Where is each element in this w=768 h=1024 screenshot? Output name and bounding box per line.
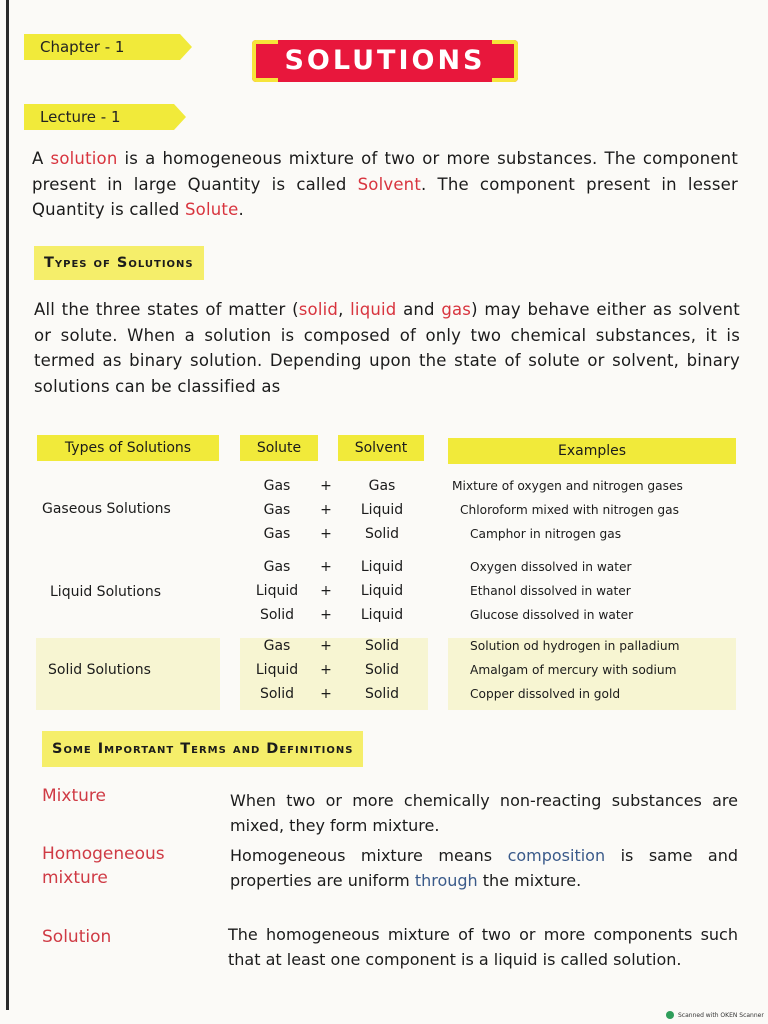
- cell-example: Copper dissolved in gold: [470, 687, 621, 701]
- title-text: SOLUTIONS: [278, 40, 491, 82]
- types-heading: Types of Solutions: [34, 246, 204, 280]
- term-solution: solution: [50, 149, 118, 168]
- intro-paragraph: A solution is a homogeneous mixture of two or more substances. The component present in large Quantity is called Solvent. The component present in lesser Quantity is called Solute.: [32, 149, 738, 219]
- chapter-label: Chapter - 1: [40, 38, 125, 56]
- cell-solvent: Solid: [364, 638, 400, 654]
- header-types: Types of Solutions: [37, 435, 219, 461]
- cell-plus: +: [320, 478, 332, 494]
- cell-solute: Gas: [263, 559, 291, 575]
- cell-solute: Gas: [263, 502, 291, 518]
- page-left-border: [6, 0, 9, 1010]
- term-solution-def: Solution: [42, 927, 112, 947]
- lecture-label: Lecture - 1: [40, 108, 121, 126]
- definition-solution: The homogeneous mixture of two or more components such that at least one component is a liquid is called solution.: [228, 925, 738, 969]
- cell-example: Mixture of oxygen and nitrogen gases: [452, 479, 683, 493]
- cell-plus: +: [320, 502, 332, 518]
- cell-plus: +: [320, 607, 332, 623]
- term-homogeneous-mixture: Homogeneous mixture: [42, 844, 165, 888]
- cell-plus: +: [320, 638, 332, 654]
- scanner-watermark: Scanned with OKEN Scanner: [678, 1012, 764, 1019]
- cell-solvent: Liquid: [360, 607, 404, 623]
- cell-example: Chloroform mixed with nitrogen gas: [460, 503, 679, 517]
- cell-solvent: Gas: [368, 478, 396, 494]
- word-liquid: liquid: [350, 300, 397, 319]
- cell-solute: Liquid: [255, 662, 299, 678]
- scanner-logo-icon: [666, 1011, 674, 1019]
- cell-solute: Gas: [263, 478, 291, 494]
- cell-plus: +: [320, 686, 332, 702]
- cell-plus: +: [320, 526, 332, 542]
- cell-example: Ethanol dissolved in water: [470, 584, 631, 598]
- cell-solute: Gas: [263, 526, 291, 542]
- word-gas: gas: [441, 300, 472, 319]
- header-solute: Solute: [240, 435, 318, 461]
- cell-example: Camphor in nitrogen gas: [470, 527, 622, 541]
- cell-example: Oxygen dissolved in water: [470, 560, 632, 574]
- cell-solute: Solid: [259, 686, 295, 702]
- group-name: Solid Solutions: [48, 662, 151, 678]
- cell-solute: Gas: [263, 638, 291, 654]
- term-solvent: Solvent: [357, 174, 422, 194]
- chapter-tab: [24, 34, 180, 60]
- cell-example: Amalgam of mercury with sodium: [470, 663, 677, 677]
- cell-solvent: Liquid: [360, 502, 404, 518]
- page-title: [252, 40, 518, 82]
- word-solid: solid: [298, 300, 339, 319]
- types-paragraph: All the three states of matter (solid, liquid and gas) may behave either as solvent or solute. When a solution is composed of only two chemical substances, it is termed as binary solution. Depending upon the state of solute or solvent, binary solutions can be classified as: [34, 300, 740, 396]
- cell-plus: +: [320, 559, 332, 575]
- group-name: Liquid Solutions: [50, 584, 162, 600]
- cell-example: Glucose dissolved in water: [470, 608, 634, 622]
- cell-plus: +: [320, 662, 332, 678]
- cell-solvent: Solid: [364, 526, 400, 542]
- cell-solvent: Solid: [364, 686, 400, 702]
- term-mixture: Mixture: [42, 786, 106, 806]
- definition-homogeneous-mixture: Homogeneous mixture means composition is same and properties are uniform through the mixture.: [230, 846, 738, 890]
- word-composition: composition: [507, 846, 606, 865]
- group-name: Gaseous Solutions: [42, 501, 171, 517]
- terms-heading: Some Important Terms and Definitions: [42, 731, 363, 767]
- cell-solvent: Liquid: [360, 559, 404, 575]
- word-through: through: [414, 871, 478, 890]
- lecture-tab: [24, 104, 174, 130]
- definition-mixture: When two or more chemically non-reacting substances are mixed, they form mixture.: [230, 791, 738, 835]
- cell-solute: Solid: [259, 607, 295, 623]
- cell-plus: +: [320, 583, 332, 599]
- term-solute: Solute: [185, 200, 239, 219]
- cell-solvent: Liquid: [360, 583, 404, 599]
- cell-solute: Liquid: [255, 583, 299, 599]
- cell-solvent: Solid: [364, 662, 400, 678]
- header-solvent: Solvent: [338, 435, 424, 461]
- cell-example: Solution od hydrogen in palladium: [470, 639, 680, 653]
- header-examples: Examples: [448, 438, 736, 464]
